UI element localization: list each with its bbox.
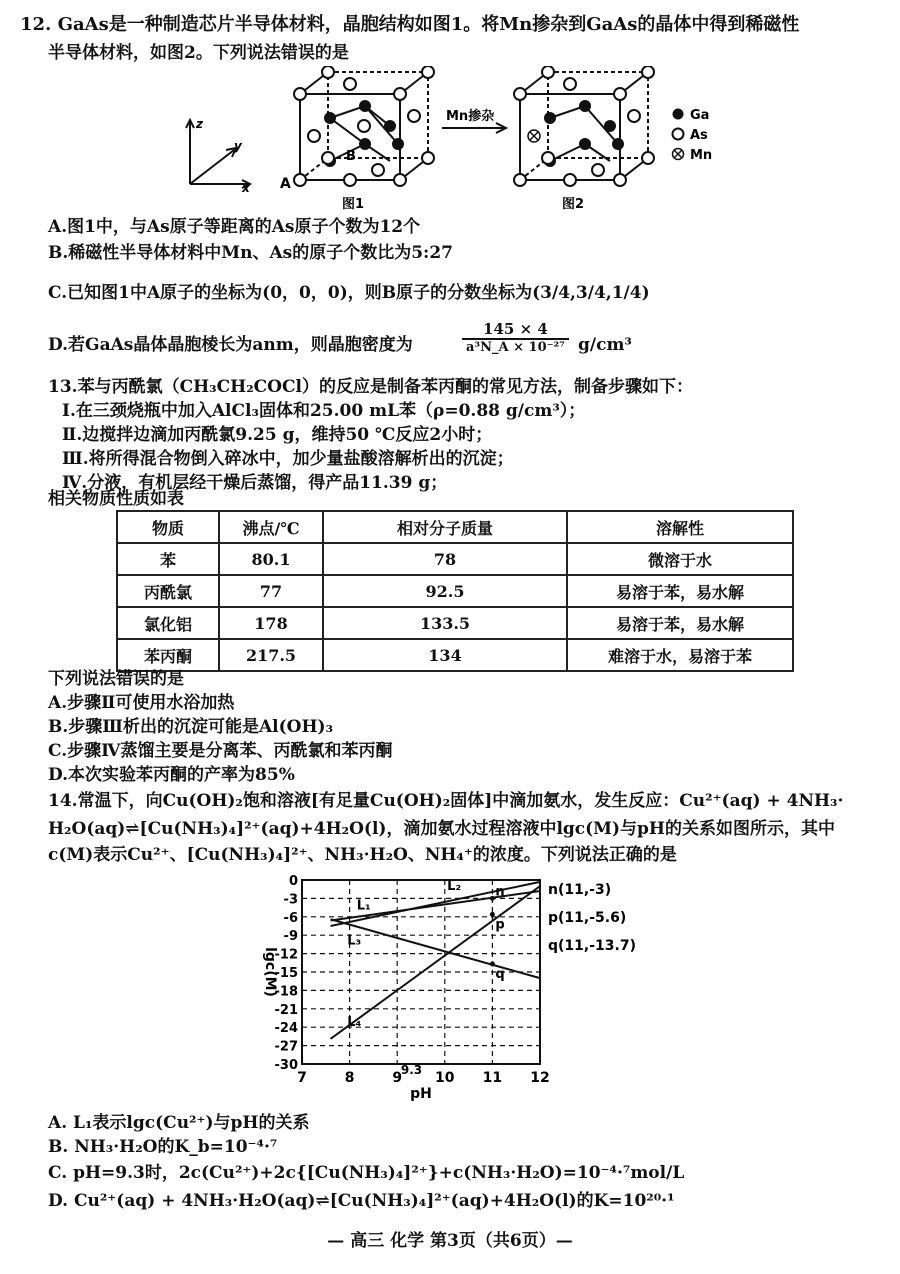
table-row (117, 543, 793, 575)
q12-stem-line1: 12. GaAs是一种制造芯片半导体材料，晶胞结构如图1。将Mn掺杂到GaAs的晶体中得到稀磁性 (20, 14, 800, 35)
y-tick-label: -21 (274, 1002, 298, 1018)
x-tick-label: 9.3 (400, 1063, 423, 1077)
q14-option-b: B. NH₃·H₂O的K_b=10⁻⁴·⁷ (48, 1137, 278, 1157)
table-cell: 苯 (117, 543, 219, 575)
table-row (117, 639, 793, 671)
point-label: q (495, 967, 505, 983)
table-cell: 氯化铝 (117, 607, 219, 639)
y-tick-label: -12 (274, 947, 298, 963)
q13-question: 下列说法错误的是 (48, 669, 184, 689)
q12-option-b: B.稀磁性半导体材料中Mn、As的原子个数比为5:27 (48, 243, 453, 263)
atom-legend (673, 108, 713, 163)
density-numerator: 145 × 4 (462, 320, 569, 340)
table-header-cell: 相对分子质量 (323, 511, 567, 543)
series-label: L₂ (447, 878, 462, 894)
point-annotation: q(11,-13.7) (548, 938, 636, 954)
y-tick-label: -30 (274, 1058, 298, 1073)
point-label: n (495, 884, 505, 900)
q12-option-d-prefix: D.若GaAs晶体晶胞棱长为anm，则晶胞密度为 (48, 335, 413, 355)
series-label: L₃ (347, 933, 362, 949)
table-cell: 微溶于水 (567, 543, 793, 575)
q13-step-1: Ⅰ.在三颈烧瓶中加入AlCl₃固体和25.00 mL苯（ρ=0.88 g/cm³）； (62, 401, 586, 421)
data-point (490, 962, 495, 967)
table-header-cell: 物质 (117, 511, 219, 543)
q13-option-a: A.步骤Ⅱ可使用水浴加热 (48, 693, 235, 713)
unit-cell-fig1 (280, 66, 434, 212)
atom-B-label: B (346, 149, 356, 164)
series-line (331, 919, 540, 978)
table-cell: 80.1 (219, 543, 323, 575)
axis-z-label: z (196, 117, 203, 131)
y-axis-label: lgc(M) (262, 947, 278, 997)
doping-arrow (442, 123, 506, 133)
q14-option-a: A. L₁表示lgc(Cu²⁺)与pH的关系 (48, 1113, 310, 1133)
q13-table-title: 相关物质性质如表 (48, 489, 184, 509)
legend-mn: Mn (690, 148, 713, 163)
table-cell: 133.5 (323, 607, 567, 639)
q13-step-3: Ⅲ.将所得混合物倒入碎冰中，加少量盐酸溶解析出的沉淀； (62, 449, 514, 469)
q14-stem-line2: H₂O(aq)⇌[Cu(NH₃)₄]²⁺(aq)+4H₂O(l)，滴加氨水过程溶液中lgc(M)与pH的关系如图所示，其中 (48, 819, 835, 839)
y-tick-label: -15 (274, 966, 298, 981)
table-header-cell: 沸点/℃ (219, 511, 323, 543)
doping-arrow-label: Mn掺杂 (446, 109, 495, 124)
x-tick-label: 11 (482, 1070, 503, 1086)
table-row (117, 607, 793, 639)
q12-stem-line2: 半导体材料，如图2。下列说法错误的是 (48, 43, 349, 63)
density-denominator: a³N_A × 10⁻²⁷ (466, 340, 565, 355)
q12-option-a: A.图1中，与As原子等距离的As原子个数为12个 (48, 217, 421, 237)
q13-step-2: Ⅱ.边搅拌边滴加丙酰氯9.25 g，维持50 ℃反应2小时； (62, 425, 493, 445)
y-tick-label: -18 (274, 984, 298, 1000)
table-cell: 77 (219, 575, 323, 607)
y-tick-label: -3 (283, 892, 298, 908)
q14-stem-line1: 14.常温下，向Cu(OH)₂饱和溶液[有足量Cu(OH)₂固体]中滴加氨水，发生反应：Cu²⁺(aq) + 4NH₃· (48, 791, 844, 811)
page-footer: — 高三 化学 第3页（共6页）— (327, 1231, 573, 1251)
fig1-caption: 图1 (342, 197, 365, 212)
table-row (117, 575, 793, 607)
table-cell: 78 (323, 543, 567, 575)
series-label: L₄ (347, 1014, 362, 1030)
y-tick-label: 0 (288, 874, 298, 889)
legend-ga: Ga (690, 108, 710, 123)
point-label: p (495, 917, 505, 933)
q12-option-c: C.已知图1中A原子的坐标为(0，0，0)，则B原子的分数坐标为(3/4,3/4,1/4) (48, 283, 650, 303)
density-fraction (462, 320, 569, 355)
axis-x-label: x (242, 181, 250, 195)
table-cell: 难溶于水，易溶于苯 (567, 639, 793, 671)
table-cell: 苯丙酮 (117, 639, 219, 671)
series-label: L₁ (356, 898, 371, 914)
x-axis-label: pH (410, 1086, 432, 1102)
y-tick-label: -6 (283, 910, 298, 926)
q12-figure (170, 66, 750, 214)
data-point (490, 912, 495, 917)
x-tick-label: 12 (530, 1070, 550, 1086)
q14-stem-line3: c(M)表示Cu²⁺、[Cu(NH₃)₄]²⁺、NH₃·H₂O、NH₄⁺的浓度。下列说法正确的是 (48, 845, 677, 865)
density-unit: g/cm³ (578, 335, 632, 355)
data-point (490, 896, 495, 901)
q13-option-c: C.步骤Ⅳ蒸馏主要是分离苯、丙酰氯和苯丙酮 (48, 741, 393, 761)
x-tick-label: 10 (435, 1070, 455, 1086)
axis-y-label: y (234, 139, 242, 153)
x-tick-label: 8 (344, 1070, 355, 1086)
table-header-row (117, 511, 793, 543)
q14-option-c: C. pH=9.3时，2c(Cu²⁺)+2c{[Cu(NH₃)₄]²⁺}+c(NH₃·H₂O)=10⁻⁴·⁷mol/L (48, 1163, 685, 1183)
y-tick-label: -24 (274, 1021, 298, 1037)
x-tick-label: 7 (297, 1070, 307, 1086)
mn-atom (528, 130, 540, 142)
q13-stem: 13.苯与丙酰氯（CH₃CH₂COCl）的反应是制备苯丙酮的常见方法，制备步骤如下： (48, 377, 693, 397)
table-cell: 178 (219, 607, 323, 639)
table-cell: 易溶于苯，易水解 (567, 575, 793, 607)
table-cell: 217.5 (219, 639, 323, 671)
q14-option-d: D. Cu²⁺(aq) + 4NH₃·H₂O(aq)⇌[Cu(NH₃)₄]²⁺(aq)+4H₂O(l)的K=10²⁰·¹ (48, 1191, 675, 1211)
table-cell: 92.5 (323, 575, 567, 607)
table-header-cell: 溶解性 (567, 511, 793, 543)
legend-as: As (690, 128, 708, 143)
fig2-caption: 图2 (562, 197, 585, 212)
q13-step-4: Ⅳ.分液，有机层经干燥后蒸馏，得产品11.39 g； (62, 473, 448, 493)
x-tick-label: 9 (392, 1070, 403, 1086)
table-cell: 134 (323, 639, 567, 671)
unit-cell-fig2 (514, 66, 654, 212)
atom-A-label: A (280, 176, 291, 192)
point-annotation: p(11,-5.6) (548, 910, 627, 926)
table-cell: 易溶于苯，易水解 (567, 607, 793, 639)
properties-table (116, 510, 794, 672)
lgc-ph-chart (240, 866, 660, 1102)
table-cell: 丙酰氯 (117, 575, 219, 607)
q13-option-d: D.本次实验苯丙酮的产率为85% (48, 765, 295, 785)
q13-option-b: B.步骤Ⅲ析出的沉淀可能是Al(OH)₃ (48, 717, 334, 737)
point-annotation: n(11,-3) (548, 882, 612, 898)
y-tick-label: -27 (274, 1039, 298, 1055)
y-tick-label: -9 (283, 929, 298, 945)
